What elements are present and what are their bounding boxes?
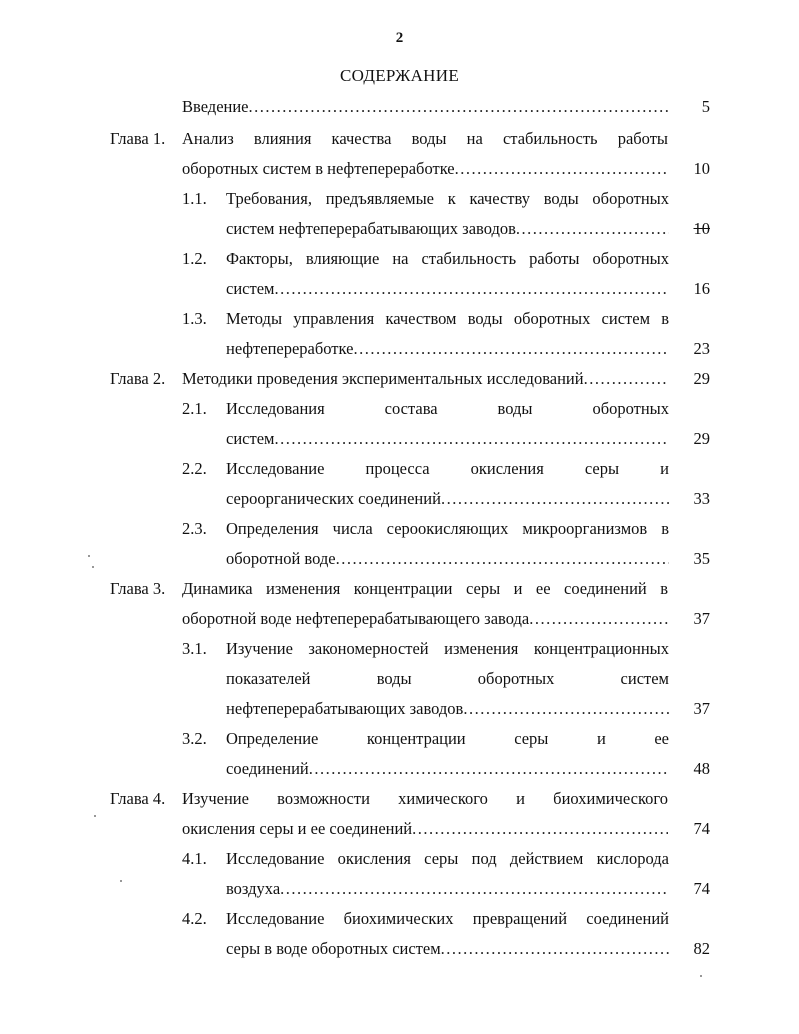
chapter-title-line: Анализ влияния качества воды на стабильность работы	[182, 129, 668, 148]
toc-page-number: 10	[693, 159, 710, 178]
section-title-line	[226, 487, 669, 511]
chapter-label: Глава 1.	[110, 129, 166, 148]
section-title-line: Требования, предъявляемые к качеству воды оборотных	[226, 189, 669, 208]
section-number: 1.3.	[182, 309, 207, 328]
toc-page-number: 29	[693, 369, 710, 388]
toc-entry-text: оборотной воде нефтеперерабатывающего завода	[182, 609, 530, 628]
toc-entry-text: систем	[226, 429, 275, 448]
scan-speck	[88, 555, 90, 557]
section-number: 2.3.	[182, 519, 207, 538]
section-title-line	[226, 277, 669, 301]
leader-dots	[274, 277, 669, 301]
toc-entry-text: оборотных систем в нефтепереработке	[182, 159, 455, 178]
leader-dots	[412, 817, 668, 841]
section-title-line: Исследование биохимических превращений соединений	[226, 909, 669, 928]
chapter-title-line: Изучение возможности химического и биохимического	[182, 789, 668, 808]
chapter-title-line	[182, 157, 668, 181]
toc-entry-text: серы в воде оборотных систем	[226, 939, 441, 958]
section-title-line: Методы управления качеством воды оборотных систем в	[226, 309, 669, 328]
leader-dots	[441, 487, 669, 511]
section-title-line	[226, 337, 669, 361]
toc-page-number: 37	[693, 609, 710, 628]
chapter-label: Глава 3.	[110, 579, 166, 598]
toc-page-number: 74	[693, 879, 710, 898]
leader-dots	[463, 697, 669, 721]
scan-speck	[94, 815, 96, 817]
leader-dots	[280, 877, 669, 901]
toc-entry-text: систем нефтеперерабатывающих заводов	[226, 219, 516, 238]
toc-page-number: 33	[693, 489, 710, 508]
section-title-line	[226, 427, 669, 451]
section-title-line: показателей воды оборотных систем	[226, 669, 669, 688]
section-number: 1.2.	[182, 249, 207, 268]
chapter-title-line: Динамика изменения концентрации серы и ее соединений в	[182, 579, 668, 598]
toc-page-number: 37	[693, 699, 710, 718]
toc-entry-text: окисления серы и ее соединений	[182, 819, 413, 838]
toc-entry-text: воздуха	[226, 879, 281, 898]
toc-entry-text: Методики проведения экспериментальных исследований	[182, 369, 584, 388]
leader-dots	[516, 217, 669, 241]
section-number: 4.1.	[182, 849, 207, 868]
toc-page-number: 5	[701, 97, 710, 116]
toc-entry-text: нефтепереработке	[226, 339, 354, 358]
section-title-line	[226, 217, 669, 241]
section-number: 2.2.	[182, 459, 207, 478]
section-number: 3.2.	[182, 729, 207, 748]
section-title-line: Исследование процесса окисления серы и	[226, 459, 669, 478]
toc-page-number: 74	[693, 819, 710, 838]
toc-page-number: 29	[693, 429, 710, 448]
toc-entry-text: Введение	[182, 97, 249, 116]
toc-page-number: 82	[693, 939, 710, 958]
section-title-line: Исследования состава воды оборотных	[226, 399, 669, 418]
leader-dots	[353, 337, 669, 361]
toc-title: СОДЕРЖАНИЕ	[339, 66, 460, 85]
leader-dots	[249, 95, 668, 119]
section-number: 1.1.	[182, 189, 207, 208]
section-title-line	[226, 697, 669, 721]
leader-dots	[441, 937, 669, 961]
section-number: 3.1.	[182, 639, 207, 658]
section-title-line	[226, 937, 669, 961]
toc-page-number: 16	[693, 279, 710, 298]
toc-page-number: 10	[693, 219, 710, 238]
toc-entry-text: оборотной воде	[226, 549, 336, 568]
scan-speck	[92, 566, 94, 568]
chapter-title-line	[182, 817, 668, 841]
section-title-line: Факторы, влияющие на стабильность работы оборотных	[226, 249, 669, 268]
leader-dots	[455, 157, 668, 181]
chapter-label: Глава 2.	[110, 369, 166, 388]
page-number: 2	[395, 30, 404, 46]
section-number: 4.2.	[182, 909, 207, 928]
chapter-label: Глава 4.	[110, 789, 166, 808]
leader-dots	[529, 607, 668, 631]
toc-entry-intro	[182, 95, 668, 119]
toc-entry-text: систем	[226, 279, 275, 298]
chapter-title-line	[182, 367, 668, 391]
section-title-line: Определение концентрации серы и ее	[226, 729, 669, 748]
toc-page-number: 35	[693, 549, 710, 568]
toc-entry-text: соединений	[226, 759, 309, 778]
toc-page-number: 23	[693, 339, 710, 358]
section-number: 2.1.	[182, 399, 207, 418]
chapter-title-line	[182, 607, 668, 631]
section-title-line	[226, 757, 669, 781]
section-title-line: Изучение закономерностей изменения концентрационных	[226, 639, 669, 658]
leader-dots	[336, 547, 669, 571]
section-title-line	[226, 877, 669, 901]
toc-entry-text: нефтеперерабатывающих заводов	[226, 699, 464, 718]
section-title-line: Определения числа сероокисляющих микроорганизмов в	[226, 519, 669, 538]
scan-speck	[700, 975, 702, 977]
leader-dots	[274, 427, 669, 451]
toc-page-number: 48	[693, 759, 710, 778]
leader-dots	[309, 757, 669, 781]
section-title-line	[226, 547, 669, 571]
section-title-line: Исследование окисления серы под действием кислорода	[226, 849, 669, 868]
toc-entry-text: сероорганических соединений	[226, 489, 441, 508]
scan-speck	[120, 880, 122, 882]
